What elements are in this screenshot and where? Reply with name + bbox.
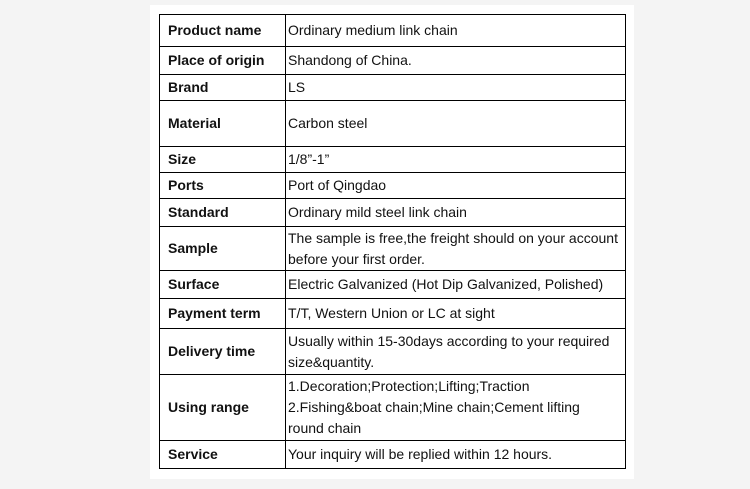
value-line: 2.Fishing&boat chain;Mine chain;Cement lifting [288,399,580,415]
row-value: Port of Qingdao [286,173,626,199]
row-label: Using range [160,375,286,441]
value-line: The sample is free,the freight should on your account [288,229,618,246]
row-label: Material [160,101,286,147]
table-row [160,75,626,101]
row-value: Electric Galvanized (Hot Dip Galvanized, Polished) [286,271,626,299]
value-line: round chain [288,420,362,436]
table-row [160,147,626,173]
table-row [160,101,626,147]
row-label: Payment term [160,299,286,329]
row-value [286,375,626,441]
row-value: Your inquiry will be replied within 12 hours. [286,441,626,469]
value-line: before your first order. [288,250,425,267]
row-value [286,227,626,271]
table-row [160,271,626,299]
table-row [160,15,626,47]
value-line: size&quantity. [288,353,375,370]
row-value: Carbon steel [286,101,626,147]
value-line: 1.Decoration;Protection;Lifting;Traction [288,378,530,394]
table-row [160,299,626,329]
table-row [160,375,626,441]
table-row [160,47,626,75]
row-label: Delivery time [160,329,286,375]
table-row [160,199,626,227]
row-value: T/T, Western Union or LC at sight [286,299,626,329]
row-label: Ports [160,173,286,199]
row-value: Shandong of China. [286,47,626,75]
row-value: Ordinary mild steel link chain [286,199,626,227]
table-row [160,329,626,375]
row-label: Place of origin [160,47,286,75]
row-label: Size [160,147,286,173]
value-line: Usually within 15-30days according to your required [288,332,610,349]
row-value [286,329,626,375]
table-row [160,173,626,199]
row-value: 1/8”-1” [286,147,626,173]
row-value: LS [286,75,626,101]
table-row [160,441,626,469]
row-label: Surface [160,271,286,299]
row-label: Product name [160,15,286,47]
row-value: Ordinary medium link chain [286,15,626,47]
row-label: Standard [160,199,286,227]
row-label: Brand [160,75,286,101]
row-label: Sample [160,227,286,271]
row-label: Service [160,441,286,469]
product-spec-table [159,14,626,469]
table-row [160,227,626,271]
